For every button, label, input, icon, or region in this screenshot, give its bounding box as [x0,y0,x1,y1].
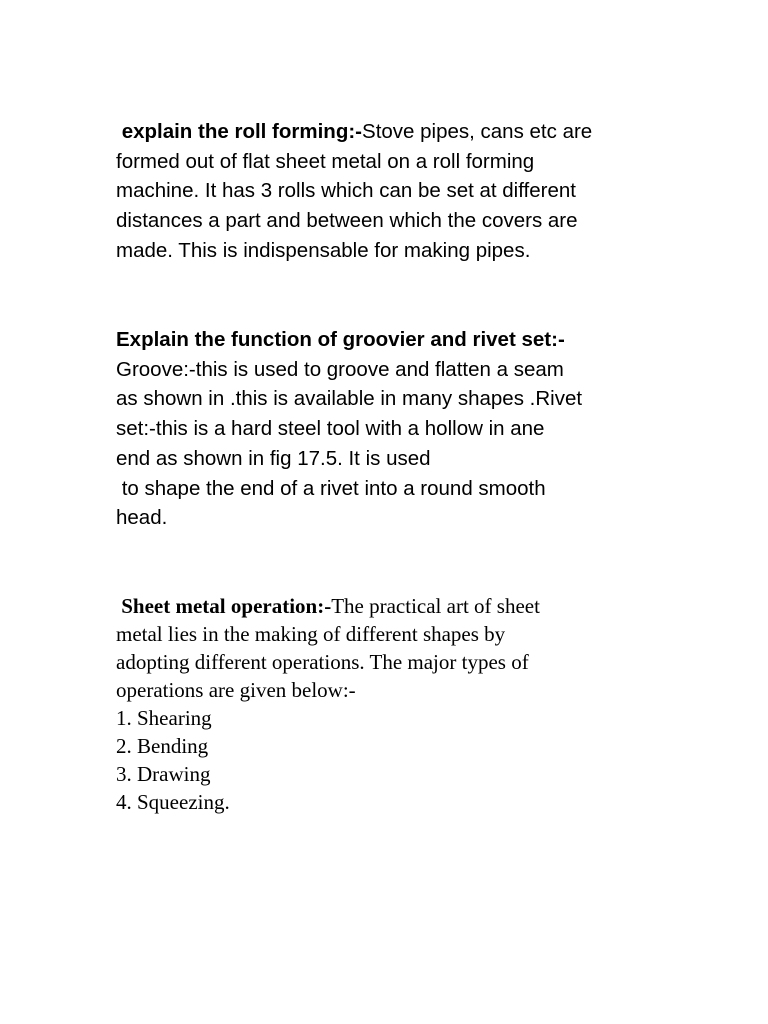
sheet-metal-heading: Sheet metal operation:- [116,594,332,618]
operation-list-item: 2. Bending [116,734,209,758]
groover-rivet-text: as shown in .this is available in many shapes .Rivet [116,387,583,411]
sheet-metal-text: The practical art of sheet [331,594,540,618]
operation-list-item: 1. Shearing [116,706,212,730]
groover-rivet-text: end as shown in fig 17.5. It is used [116,446,431,470]
groover-rivet-text: set:-this is a hard steel tool with a hollow in ane [116,417,545,441]
sheet-metal-text: adopting different operations. The major types of [116,650,529,674]
roll-forming-text: distances a part and between which the covers are [116,209,578,233]
groover-rivet-section [116,325,656,533]
roll-forming-text: machine. It has 3 rolls which can be set at different [116,179,576,203]
groover-rivet-heading: Explain the function of groovier and rivet set:- [116,328,565,351]
operation-list-item: 3. Drawing [116,762,211,786]
groover-rivet-text: Groove:-this is used to groove and flatten a seam [116,357,564,381]
operation-list-item: 4. Squeezing. [116,790,230,814]
sheet-metal-text: operations are given below:- [116,678,356,702]
sheet-metal-section [116,592,656,816]
sheet-metal-line-1 [116,592,656,620]
groover-rivet-text: head. [116,506,168,530]
roll-forming-text: formed out of flat sheet metal on a roll forming [116,149,535,173]
groover-rivet-text: to shape the end of a rivet into a round smooth [116,476,546,500]
roll-forming-text: Stove pipes, cans etc are [362,120,593,143]
roll-forming-line-1 [116,117,656,147]
roll-forming-section [116,117,656,266]
roll-forming-text: made. This is indispensable for making pipes. [116,238,531,262]
roll-forming-heading: explain the roll forming:- [116,120,363,143]
sheet-metal-text: metal lies in the making of different shapes by [116,622,506,646]
